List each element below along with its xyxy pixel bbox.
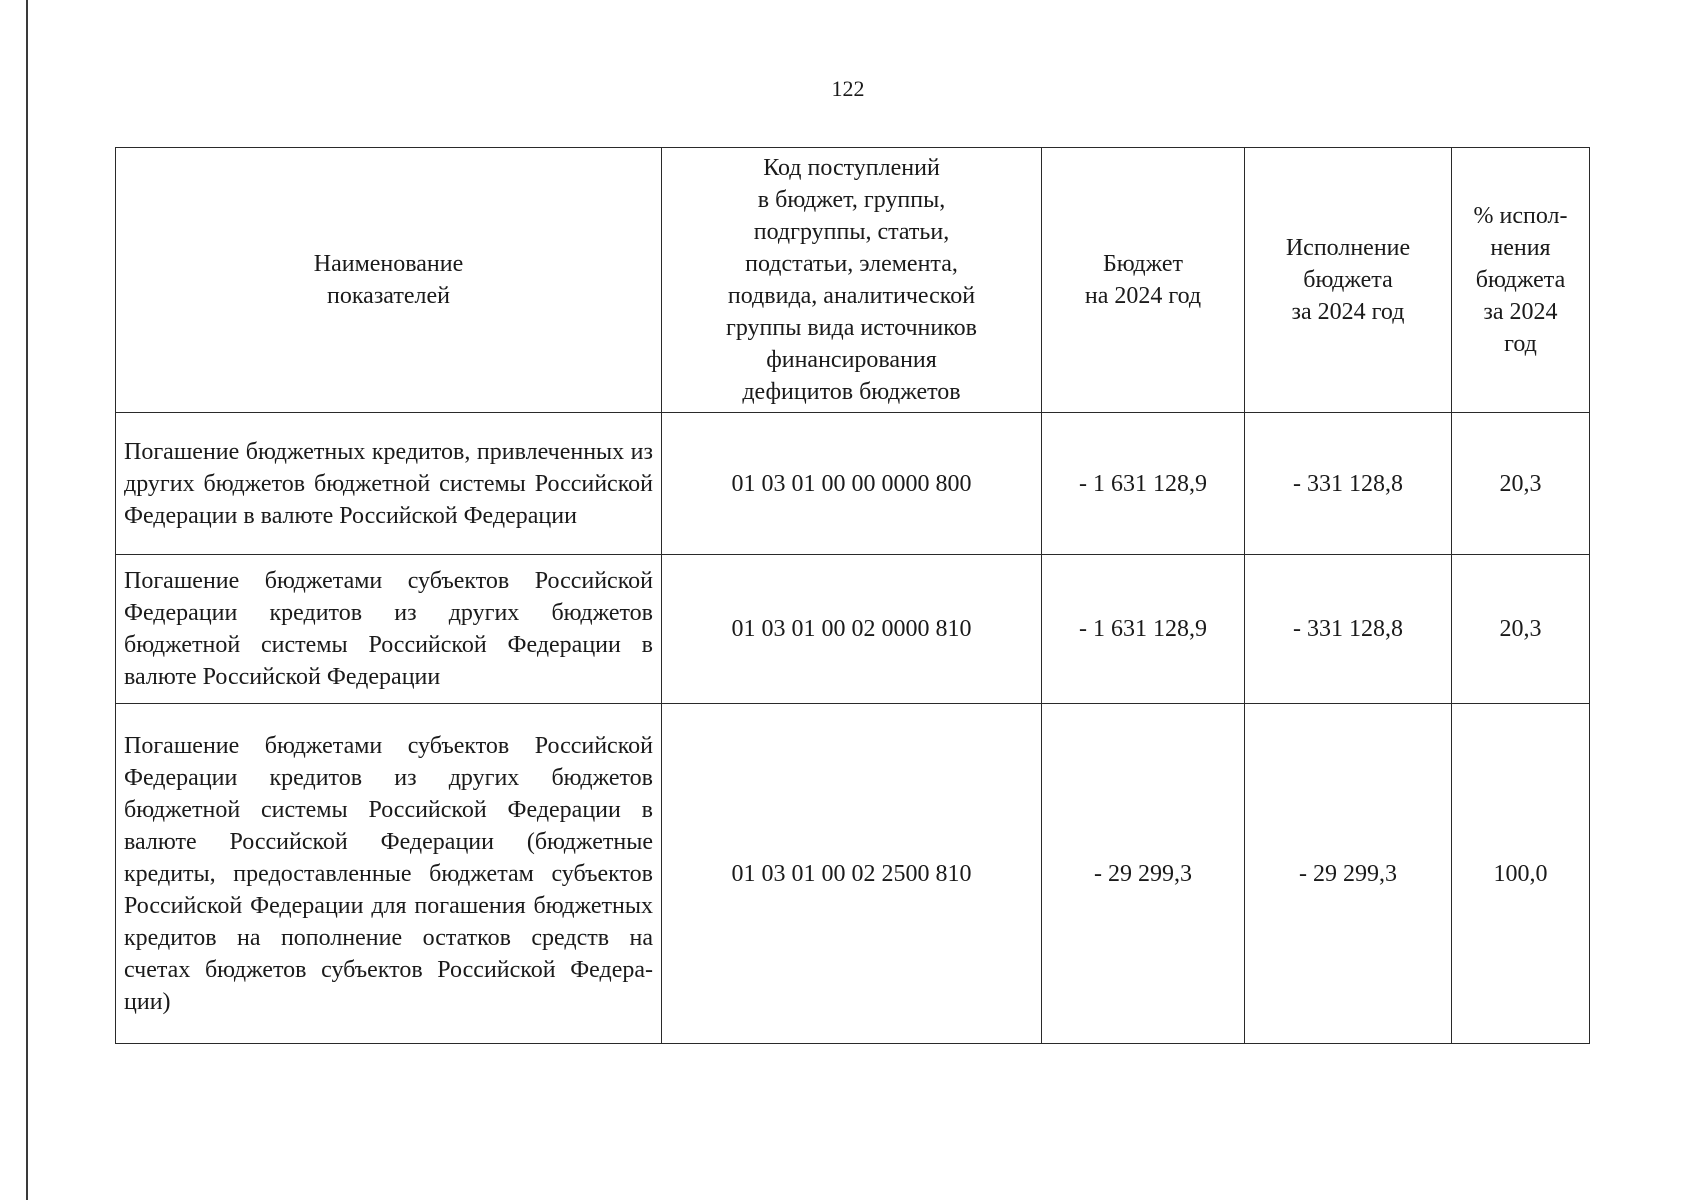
row-execution: - 29 299,3 <box>1245 704 1452 1044</box>
header-percent: % испол- нения бюджета за 2024 год <box>1452 148 1590 413</box>
table-row <box>116 555 1590 704</box>
header-execution: Исполнение бюджета за 2024 год <box>1245 148 1452 413</box>
table-header-row <box>116 148 1590 413</box>
page-binding-line <box>26 0 28 1200</box>
row-percent: 20,3 <box>1452 555 1590 704</box>
row-budget: - 1 631 128,9 <box>1042 413 1245 555</box>
row-name: Погашение бюджетами субъектов Российской Федерации кредитов из других бюджетов бюджетной системы Российской Федерации в валюте Российской Федерации <box>116 555 662 704</box>
row-code: 01 03 01 00 00 0000 800 <box>662 413 1042 555</box>
row-execution: - 331 128,8 <box>1245 413 1452 555</box>
row-budget: - 29 299,3 <box>1042 704 1245 1044</box>
header-code: Код поступлений в бюджет, группы, подгруппы, статьи, подстатьи, элемента, подвида, аналитической группы вида источников финансирования дефицитов бюджетов <box>662 148 1042 413</box>
table-row <box>116 704 1590 1044</box>
header-budget: Бюджет на 2024 год <box>1042 148 1245 413</box>
header-name: Наименование показателей <box>116 148 662 413</box>
table-row <box>116 413 1590 555</box>
row-budget: - 1 631 128,9 <box>1042 555 1245 704</box>
row-name: Погашение бюджетами субъектов Российской Федерации кредитов из других бюджетов бюджетной системы Российской Федерации в валюте Российской Федерации (бюджетные кредиты, предоставленные бюджетам субъектов Российской Федерации для погашения бюджетных кредитов на пополнение остатков средств на счетах бюджетов субъектов Российской Федерации) <box>116 704 662 1044</box>
row-percent: 100,0 <box>1452 704 1590 1044</box>
budget-sources-table <box>115 147 1590 1044</box>
row-code: 01 03 01 00 02 2500 810 <box>662 704 1042 1044</box>
row-percent: 20,3 <box>1452 413 1590 555</box>
row-code: 01 03 01 00 02 0000 810 <box>662 555 1042 704</box>
row-execution: - 331 128,8 <box>1245 555 1452 704</box>
row-name: Погашение бюджетных кредитов, привлеченных из других бюджетов бюджетной системы Российской Федерации в валюте Российской Федерации <box>116 413 662 555</box>
page-number: 122 <box>831 76 865 101</box>
